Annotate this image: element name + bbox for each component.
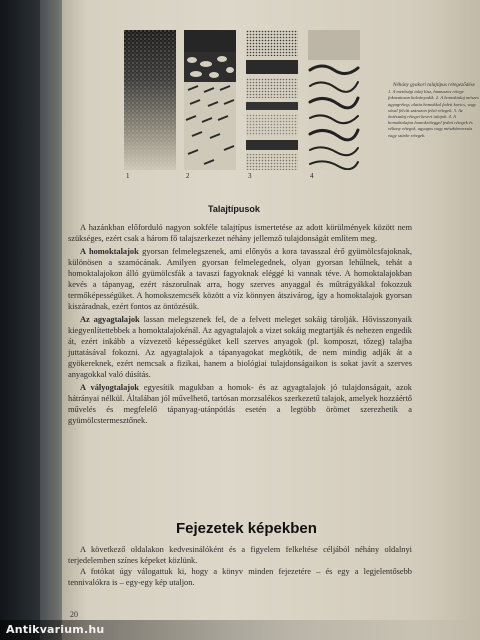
soil-profile-1-drawing — [124, 30, 176, 170]
chapter-title: Fejezetek képekben — [176, 520, 317, 537]
figure-number-3: 3 — [248, 172, 252, 180]
watermark-bar — [0, 620, 480, 640]
term-agyagtalaj: Az agyagtalajok — [80, 315, 140, 324]
section-body — [68, 222, 412, 428]
figure-caption-title: Néhány gyakori talajtípus rétegeződése — [393, 82, 475, 88]
paragraph-agyagtalaj-text: lassan melegszenek fel, de a felvett meleget sokáig tárolják. Hővisszonyaik kiegyenlítettebbek a homoktalajokénál. Az agyagtalajok a vizet sokáig megtartják és nehezen engedik át, ezért inkább a vízvezető képességüket kell szerves anyagok (pl. komposzt, tőzeg) talajba juttatásával fokozni. Az agyagtalajok a tápanyagokat megkötik, de nem mindig adják át a gyökereknek, ezért nemcsak a fizikai, hanem a biológiai tulajdonságaikon is sokat javít a szerves anyagokkal való dúsítás. — [68, 315, 413, 379]
term-valyogtalaj: A vályogtalajok — [80, 383, 139, 392]
paragraph-intro: A hazánkban előforduló nagyon sokféle talajtípus ismertetése az adott körülmények között nem szükséges, ezért csak a három fő talajszerkezet néhány jellemző tulajdonságát említem meg. — [68, 223, 412, 243]
paragraph-valyogtalaj — [68, 382, 412, 426]
figure-number-1: 1 — [126, 172, 130, 180]
soil-profile-2-drawing — [184, 30, 236, 170]
soil-profile-4-drawing — [308, 30, 360, 170]
soil-profile-1 — [124, 30, 176, 170]
soil-profile-3-drawing — [246, 30, 298, 170]
figure-caption-text: 1. A mezőségi talaj lösz, humuszos rétege fokozatosan halványodik. 2. A homoktalaj mészes agyagréteg; alatta homokkal fedett kavics, vagy sóval felvitt szárazon felső rétegek. 3. Az öntéstalaj rétegei kevert talajok. 4. A homoktalajon homokréteggel fedett rétegek és vékony rétegek, agyagos vagy mészkőmorzsás vagy szürke rétegek. — [388, 89, 479, 138]
section-title: Talajtípusok — [208, 204, 260, 214]
soil-profile-3 — [246, 30, 298, 170]
chapter-paragraph-1: A következő oldalakon kedvesinálóként és a figyelem felkeltése céljából néhány oldalnyi terjedelemben színes képeket közlünk. — [68, 545, 412, 565]
paragraph-homoktalaj-text: gyorsan felmelegszenek, ami előnyös a kora tavasszal érő gyümölcsfajoknak, különösen a szamócának. Amilyen gyorsan felmelegednek, olyan gyorsan lehűlnek, tehát a homoktalajokon álló gyümölcsfák a tavaszi fagyoknak eléggé ki vannak téve. A homoktalajokban kevés a tápanyag, ezért rászorulnak arra, hogy szerves anyaggal és műtrágyákkal fokozzuk termőképességüket. A homokszemcsék között a víz könnyen átszivárog, így a homoktalajok gyorsan kiszáradnak, ezért fontos az öntözésük. — [68, 247, 412, 311]
figure-number-4: 4 — [310, 172, 314, 180]
soil-profile-4 — [308, 30, 360, 170]
chapter-paragraph-2: A fotókat úgy válogattuk ki, hogy a könyv minden fejezetére – és egy a legjelentősebb tennivalókra is – egy-egy kép utaljon. — [68, 567, 412, 587]
figure-number-2: 2 — [186, 172, 190, 180]
paragraph-agyagtalaj — [68, 314, 412, 380]
paragraph-homoktalaj — [68, 246, 412, 312]
paragraph-valyogtalaj-text: egyesítik magukban a homok- és az agyagtalajok jó tulajdonságait, azok hátrányai nélkül. Általában jól művelhető, tartósan morzsalékos szerkezetű talajok, amelyek hozzáértő művelés és megfelelő tápanyag-utánpótlás esetén a legtöbb örömet szerezhetik a gyümölcstermesztőnek. — [68, 383, 412, 425]
term-homoktalaj: A homoktalajok — [80, 247, 139, 256]
watermark-logo: Antikvarium.hu — [6, 623, 105, 636]
figure-caption — [388, 82, 480, 139]
chapter-body — [68, 544, 412, 588]
soil-profile-figures — [124, 30, 374, 180]
soil-profile-2 — [184, 30, 236, 170]
page-number: 20 — [70, 610, 78, 619]
